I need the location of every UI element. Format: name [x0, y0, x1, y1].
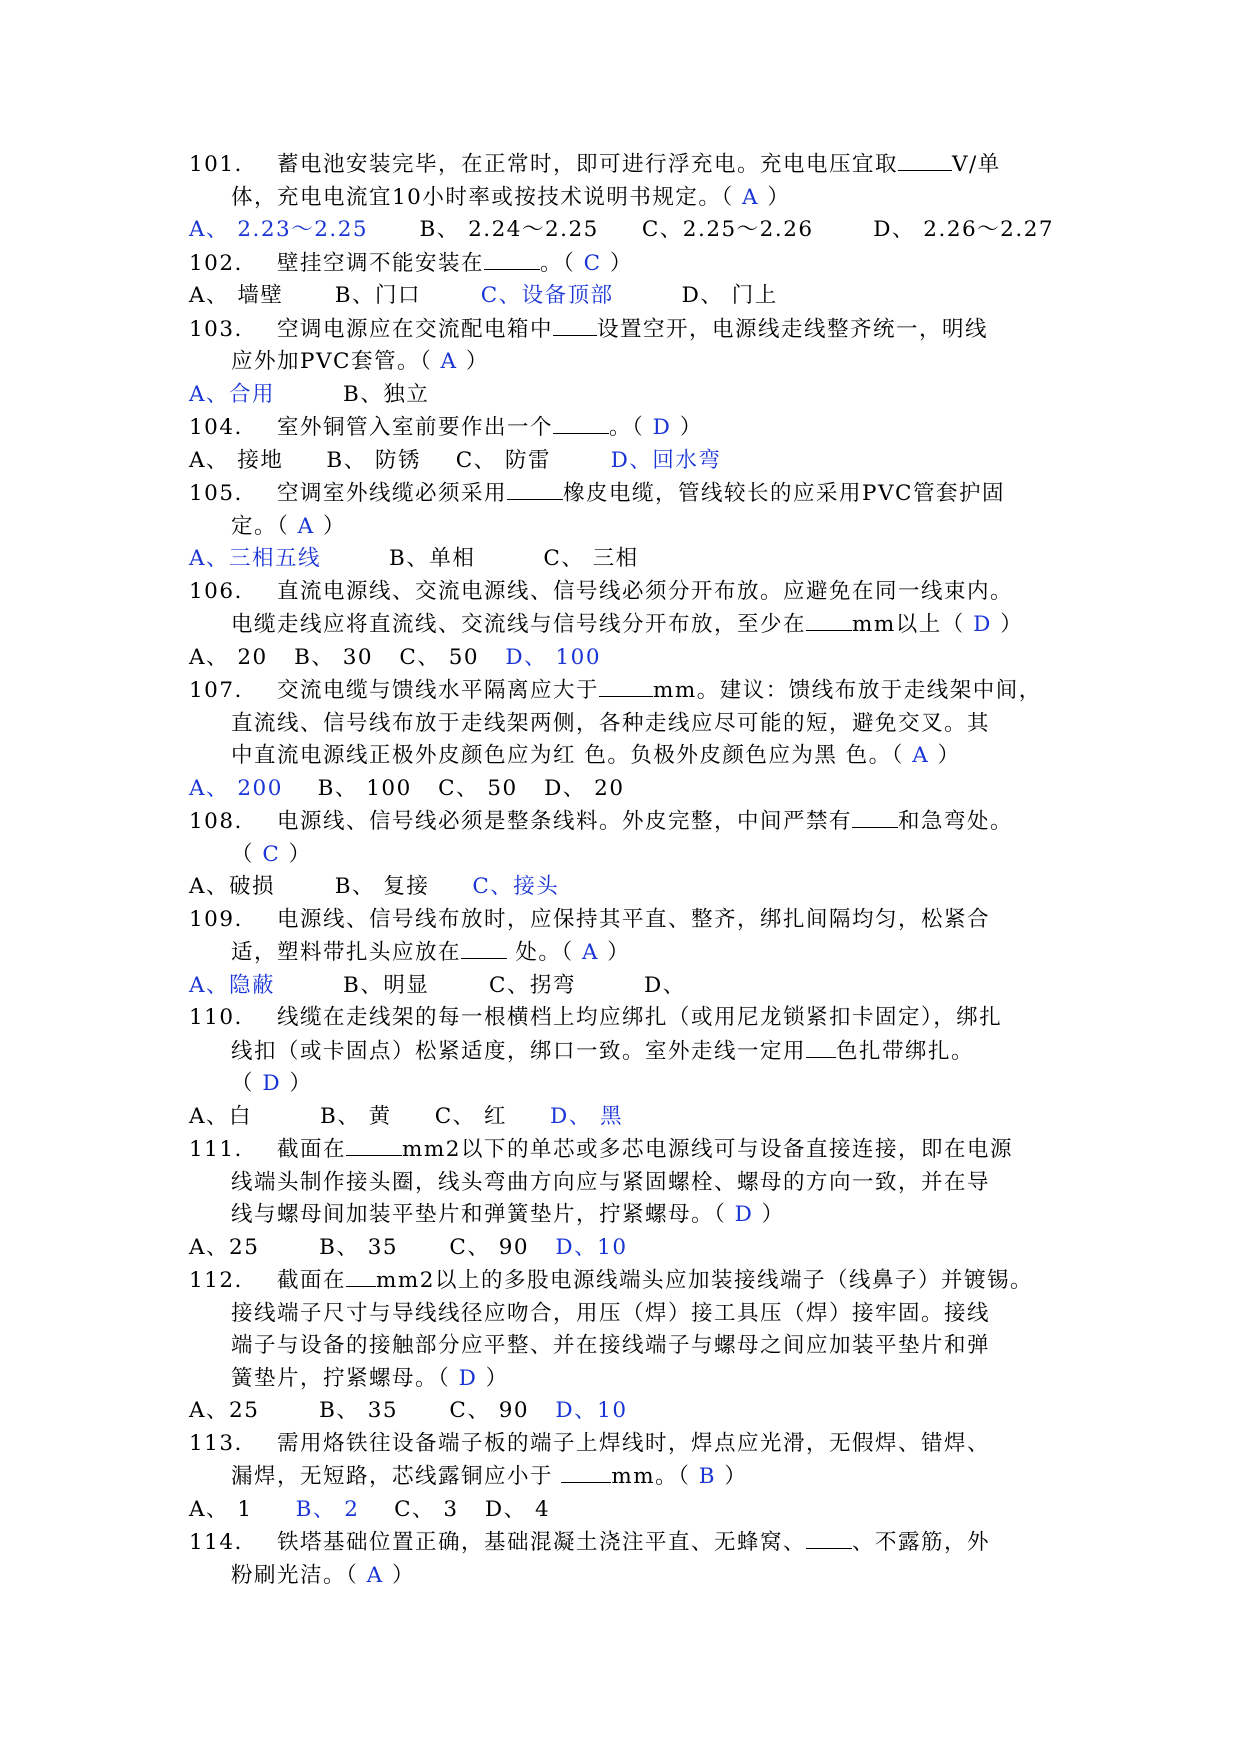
- option-b: B、 35: [319, 1398, 399, 1423]
- question-stem-continued: 体，充电电流宜10小时率或按技术说明书规定。（ A ）: [231, 184, 791, 210]
- option-a: A、白: [189, 1103, 253, 1129]
- question-111: [189, 1133, 1059, 1232]
- option-d: D、 黑: [550, 1103, 624, 1129]
- answer-blank: [346, 1264, 376, 1287]
- answer-blank: [852, 805, 898, 828]
- option-c: C、 50: [438, 775, 518, 801]
- question-113: [189, 1428, 1059, 1494]
- question-stem-continued: 应外加PVC套管。（ A ）: [231, 349, 489, 374]
- answer-blank: [806, 1526, 852, 1549]
- answer-mark: B: [698, 1464, 717, 1489]
- question-stem-continued: 端子与设备的接触部分应平整、并在接线端子与螺母之间应加装平垫片和弹: [231, 1333, 991, 1358]
- option-b: B、门口: [334, 283, 422, 308]
- question-stem: 需用烙铁往设备端子板的端子上焊线时，焊点应光滑，无假焊、错焊、: [277, 1430, 991, 1456]
- question-stem-continued: 粉刷光洁。（ A ）: [231, 1562, 415, 1588]
- question-stem-continued: （ C ）: [231, 841, 312, 867]
- answer-blank: [553, 313, 597, 336]
- question-number: 114.: [189, 1530, 243, 1555]
- question-108: [189, 805, 1059, 871]
- question-102: [189, 247, 1059, 281]
- question-110: [189, 1002, 1059, 1101]
- question-number: 111.: [189, 1137, 243, 1162]
- option-c: C、 防雷: [455, 447, 551, 473]
- answer-mark: D: [262, 1071, 282, 1096]
- option-a: A、合用: [189, 381, 276, 407]
- option-b: B、 2: [295, 1496, 360, 1522]
- option-a: A、隐蔽: [189, 972, 276, 998]
- question-114: [189, 1526, 1059, 1592]
- option-d: D、 100: [505, 644, 602, 670]
- answer-blank: [553, 411, 609, 434]
- option-c: C、 90: [449, 1234, 530, 1260]
- option-a: A、 接地: [189, 447, 284, 473]
- options-105: [189, 543, 1059, 576]
- answer-mark: D: [973, 612, 992, 637]
- question-number: 112.: [189, 1268, 243, 1293]
- question-number: 109.: [189, 906, 243, 932]
- option-d: D、 4: [484, 1496, 551, 1522]
- option-a: A、三相五线: [189, 546, 322, 571]
- question-stem: 空调室外线缆必须采用 橡皮电缆，管线较长的应采用PVC管套护固: [277, 481, 1005, 506]
- question-number: 102.: [189, 250, 243, 276]
- question-number: 103.: [189, 316, 243, 342]
- question-112: [189, 1264, 1059, 1395]
- option-b: B、 35: [319, 1234, 399, 1260]
- question-stem: 室外铜管入室前要作出一个 。（ D ）: [277, 415, 703, 440]
- option-b: B、独立: [343, 381, 430, 407]
- question-104: [189, 411, 1059, 445]
- option-a: A、 2.23～2.25: [189, 217, 369, 242]
- option-d: D、 门上: [681, 283, 778, 308]
- question-109: [189, 904, 1059, 970]
- answer-blank: [484, 247, 540, 270]
- option-b: B、 30: [294, 644, 374, 670]
- question-stem: 壁挂空调不能安装在 。（ C ）: [277, 251, 633, 276]
- question-stem-continued: 适，塑料带扎头应放在 处。（ A ）: [189, 936, 1059, 970]
- option-b: B、单相: [389, 546, 476, 571]
- options-111: [189, 1232, 1059, 1265]
- option-d: D、10: [555, 1398, 628, 1423]
- answer-blank: [561, 1460, 611, 1483]
- answer-mark: A: [366, 1562, 384, 1588]
- question-stem-continued: 中直流电源线正极外皮颜色应为红 色。负极外皮颜色应为黑 色。（ A ）: [231, 743, 961, 768]
- question-stem-continued: 线扣（或卡固点）松紧适度，绑口一致。室外走线一定用 色扎带绑扎。: [189, 1035, 1059, 1069]
- answer-blank: [346, 1133, 402, 1156]
- question-stem-continued: （ D ）: [231, 1071, 313, 1096]
- options-108: [189, 871, 1059, 904]
- question-stem: 直流电源线、交流电源线、信号线必须分开布放。应避免在同一线束内。: [277, 578, 1014, 604]
- options-101: [189, 214, 1059, 247]
- question-stem-continued: 线与螺母间加装平垫片和弹簧垫片，拧紧螺母。（ D ）: [231, 1202, 785, 1227]
- answer-blank: [806, 1035, 836, 1058]
- question-number: 108.: [189, 809, 243, 834]
- option-c: C、拐弯: [489, 972, 576, 998]
- options-107: [189, 773, 1059, 806]
- option-b: B、明显: [343, 972, 430, 998]
- question-stem: 电源线、信号线布放时，应保持其平直、整齐，绑扎间隔均匀，松紧合: [277, 906, 991, 932]
- option-b: B、 黄: [320, 1103, 392, 1129]
- answer-blank: [461, 936, 507, 959]
- option-c: C、接头: [472, 874, 560, 899]
- option-d: D、10: [555, 1234, 628, 1260]
- options-106: [189, 642, 1059, 675]
- option-c: C、 90: [449, 1398, 530, 1423]
- question-101: [189, 148, 1059, 214]
- answer-blank: [507, 477, 563, 500]
- question-number: 110.: [189, 1005, 243, 1030]
- options-103: [189, 379, 1059, 412]
- answer-mark: A: [912, 743, 930, 768]
- answer-blank: [806, 608, 852, 631]
- option-b: B、 复接: [334, 874, 430, 899]
- option-a: A、 20: [189, 644, 268, 670]
- answer-mark: A: [440, 349, 458, 374]
- question-number: 106.: [189, 578, 243, 604]
- answer-blank: [898, 148, 952, 171]
- option-c: C、 红: [434, 1103, 507, 1129]
- option-c: C、 三相: [543, 546, 639, 571]
- answer-mark: A: [297, 513, 315, 539]
- answer-mark: C: [583, 250, 602, 276]
- question-stem-continued: 电缆走线应将直流线、交流线与信号线分开布放，至少在 mm以上（ D ）: [189, 608, 1059, 642]
- question-stem-continued: 线端头制作接头圈，线头弯曲方向应与紧固螺栓、螺母的方向一致，并在导: [231, 1169, 991, 1195]
- question-number: 101.: [189, 152, 243, 177]
- question-stem: 交流电缆与馈线水平隔离应大于 mm。建议：馈线布放于走线架中间，: [277, 678, 1042, 703]
- option-b: B、 100: [317, 775, 412, 801]
- option-c: C、2.25～2.26: [641, 217, 814, 242]
- answer-mark: D: [458, 1365, 478, 1391]
- question-stem: 空调电源应在交流配电箱中 设置空开，电源线走线整齐统一，明线: [277, 317, 988, 342]
- option-c: C、 50: [399, 644, 480, 670]
- option-a: A、25: [189, 1398, 260, 1423]
- option-d: D、 2.26～2.27: [873, 217, 1055, 242]
- options-110: [189, 1101, 1059, 1134]
- options-104: [189, 445, 1059, 478]
- question-stem: 蓄电池安装完毕，在正常时，即可进行浮充电。充电电压宜取 V/单: [277, 152, 1001, 177]
- answer-mark: C: [262, 841, 281, 867]
- question-number: 107.: [189, 678, 243, 703]
- option-a: A、 墙壁: [189, 283, 284, 308]
- option-b: B、 防锈: [326, 447, 422, 473]
- question-stem-continued: 定。（ A ）: [231, 513, 346, 539]
- option-a: A、25: [189, 1234, 260, 1260]
- option-a: A、 200: [189, 775, 283, 801]
- question-103: [189, 313, 1059, 379]
- question-stem: 电源线、信号线必须是整条线料。外皮完整，中间严禁有 和急弯处。: [277, 809, 1013, 834]
- option-b: B、 2.24～2.25: [419, 217, 599, 242]
- question-number: 104.: [189, 415, 243, 440]
- answer-mark: D: [734, 1202, 754, 1227]
- question-number: 105.: [189, 481, 243, 506]
- question-stem-continued: 直流线、信号线布放于走线架两侧，各种走线应尽可能的短，避免交叉。其: [231, 710, 991, 736]
- option-d: D、回水弯: [610, 447, 722, 473]
- question-stem: 截面在 mm2以下的单芯或多芯电源线可与设备直接连接，即在电源: [277, 1137, 1013, 1162]
- options-102: [189, 280, 1059, 313]
- answer-blank: [599, 674, 653, 697]
- option-d: D、 20: [544, 775, 625, 801]
- answer-mark: A: [741, 184, 759, 210]
- answer-mark: D: [652, 415, 672, 440]
- option-c: C、设备顶部: [480, 283, 614, 308]
- option-d: D、: [644, 972, 686, 998]
- question-106: [189, 576, 1059, 642]
- question-stem: 截面在 mm2以上的多股电源线端头应加装接线端子（线鼻子）并镀锡。: [277, 1268, 1033, 1293]
- question-107: [189, 674, 1059, 773]
- option-a: A、破损: [189, 874, 276, 899]
- option-a: A、 1: [189, 1496, 253, 1522]
- question-number: 113.: [189, 1430, 243, 1456]
- options-109: [189, 970, 1059, 1003]
- options-112: [189, 1395, 1059, 1428]
- question-stem: 线缆在走线架的每一根横档上均应绑扎（或用尼龙锁紧扣卡固定），绑扎: [277, 1005, 1003, 1030]
- question-stem-continued: 漏焊，无短路，芯线露铜应小于 mm。（ B ）: [189, 1460, 1059, 1494]
- question-stem: 铁塔基础位置正确，基础混凝土浇注平直、无蜂窝、 、不露筋，外: [277, 1530, 990, 1555]
- question-stem-continued: 接线端子尺寸与导线线径应吻合，用压（焊）接工具压（焊）接牢固。接线: [231, 1300, 991, 1326]
- question-stem-continued: 簧垫片，拧紧螺母。（ D ）: [231, 1365, 509, 1391]
- option-c: C、 3: [394, 1496, 459, 1522]
- answer-mark: A: [581, 940, 599, 965]
- options-113: [189, 1494, 1059, 1527]
- question-105: [189, 477, 1059, 543]
